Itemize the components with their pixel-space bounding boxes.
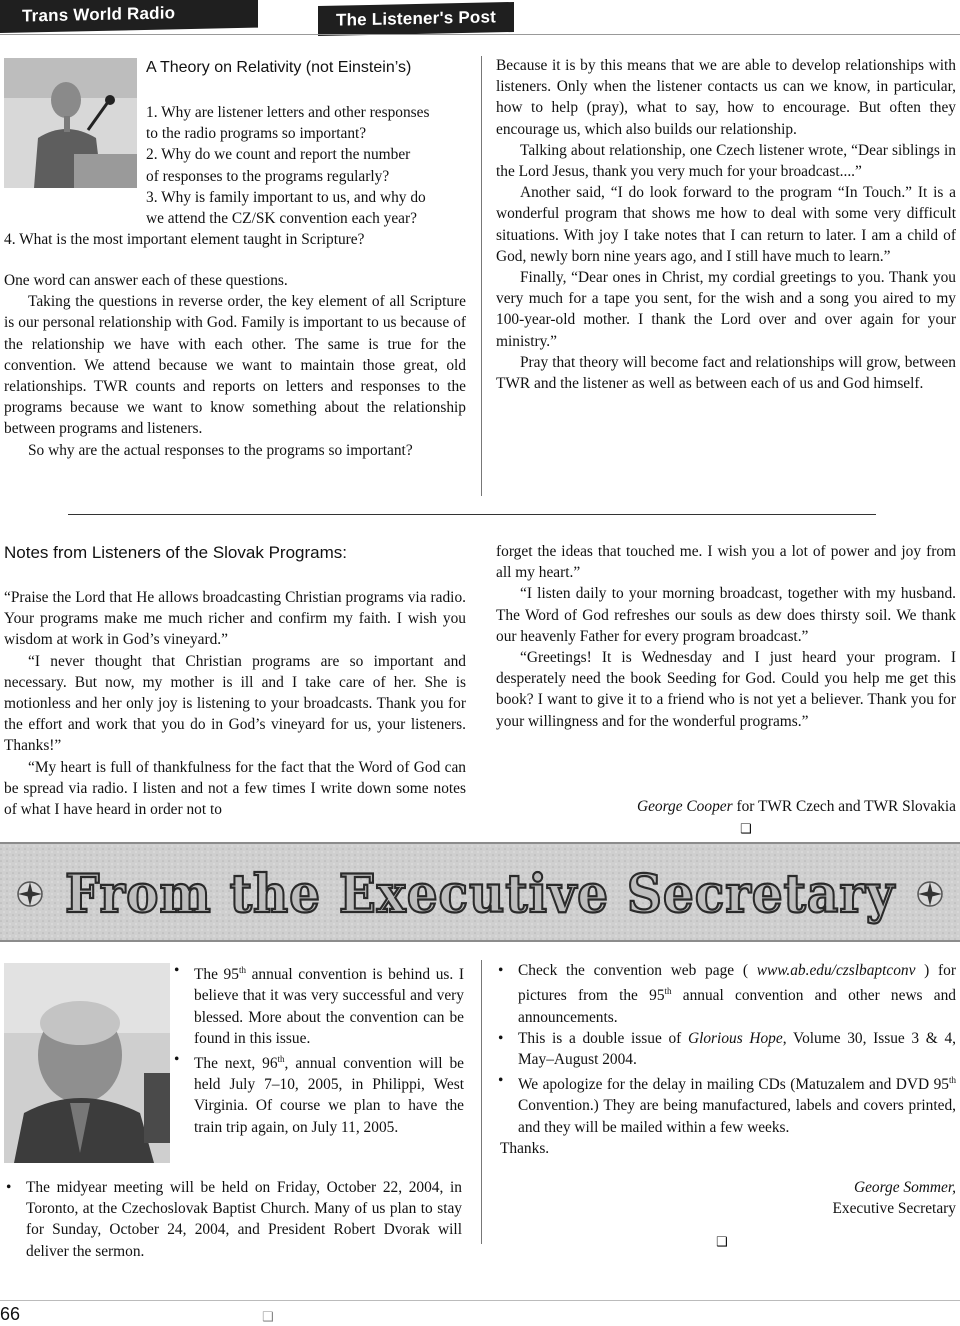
relativity-continued	[496, 55, 956, 394]
slovak-signature	[496, 796, 956, 817]
publisher-banner: Trans World Radio	[0, 0, 258, 33]
paragraph: Taking the questions in reverse order, the key element of all Scripture is our personal relationship with God. Family is important to us because of the relationship we have with each other. The same is true for the convention. We attend because we want to maintain those great, old relationships. TWR counts and reports on letters and responses to the programs because we want to know something about the relationship between programs and listeners.	[4, 293, 466, 438]
question-line: we attend the CZ/SK convention each year?	[146, 210, 417, 228]
speaker-photo	[4, 58, 137, 188]
executive-secretary-heading-art	[0, 842, 960, 942]
paragraph: Because it is by this means that we are able to develop relationships with listeners. Only when the listener contacts us can we know, in particular, how to help (pray), what to say, how to encourage. But often they encourage us, which also builds our relationship.	[496, 57, 956, 138]
slovak-continued	[496, 541, 956, 732]
signature-name: George Sommer,	[853, 1179, 956, 1196]
closing-thanks: Thanks.	[500, 1139, 550, 1157]
listener-quote: “Greetings! It is Wednesday and I just heard your program. I desperately need the book Seeding for God. Could you help me get this book? I want to give it to a friend who is not yet a believer. Thank you for your willingness and for the wonderful programs.”	[496, 649, 956, 730]
executive-secretary-photo	[4, 963, 170, 1163]
relativity-body	[4, 270, 466, 461]
signature-affiliation: for TWR Czech and TWR Slovakia	[732, 798, 956, 815]
speaker-photo-illustration	[4, 58, 137, 188]
compass-rose-icon	[18, 882, 42, 906]
question-list	[146, 102, 468, 229]
signature-title: Executive Secretary	[832, 1200, 956, 1218]
footer-mark: ❑	[262, 1310, 274, 1325]
exec-bullets-top	[172, 960, 464, 1138]
listener-quote: “Praise the Lord that He allows broadcasting Christian programs via radio. Your programs make me much richer and confirm my faith. I wish you wisdom at work in God’s vineyard.”	[4, 589, 466, 649]
bullet-glyph: •	[174, 962, 180, 979]
column-divider	[481, 960, 482, 1244]
header-rule	[0, 34, 960, 35]
announcement-item: • Check the convention web page ( www.ab.edu/czslbaptconv ) for pictures from the 95th annual convention and other news and announcements.	[498, 962, 956, 1026]
bullet-glyph: •	[6, 1179, 12, 1196]
section-divider	[68, 514, 876, 515]
listener-quote: “I never thought that Christian programs are so important and necessary. But now, my mother is ill and I take care of her. She is motionless and her only joy is listening to your broadcasts. Thank you for the effort and work that you do in God’s vineyard for us, your listeners. Thanks!”	[4, 652, 466, 755]
section-banner: The Listener's Post	[318, 2, 514, 36]
exec-signature	[496, 1177, 956, 1219]
question-line: 1. Why are listener letters and other responses	[146, 104, 430, 121]
listener-quote: “My heart is full of thankfulness for the fact that the Word of God can be spread via radio. I listen and not a few times I write down some notes of what I have heard in order not to	[4, 758, 466, 819]
listener-quote: “I listen daily to your morning broadcast, together with my husband. The Word of God refreshes our souls as dew does thirsty soil. We thank our heavenly Father for every program broadcast.”	[496, 585, 956, 645]
executive-secretary-title: From the Executive Secretary	[65, 864, 896, 925]
executive-secretary-banner	[0, 842, 960, 942]
question-line: 3. Why is family important to us, and why do	[146, 188, 426, 206]
paragraph: Talking about relationship, one Czech listener wrote, “Dear siblings in the Lord Jesus, thank you very much for your broadcast....”	[496, 141, 956, 181]
announcement-item: • This is a double issue of Glorious Hope, Volume 30, Issue 3 & 4, May–August 2004.	[498, 1029, 956, 1068]
slovak-section-title: Notes from Listeners of the Slovak Programs:	[4, 543, 347, 562]
paragraph: One word can answer each of these questions.	[4, 272, 288, 289]
column-divider	[481, 56, 482, 496]
question-line: 2. Why do we count and report the number	[146, 146, 411, 164]
page-number: 66	[0, 1304, 21, 1324]
signature-name: George Cooper	[636, 798, 733, 815]
paragraph: Pray that theory will become fact and relationships will grow, between TWR and the listener as well as between each of us and God himself.	[496, 353, 956, 393]
question-line: 4. What is the most important element taught in Scripture?	[4, 231, 365, 248]
announcement-item: • We apologize for the delay in mailing CDs (Matuzalem and DVD 95th Convention.) They are being manufactured, labels and covers printed, and they will be mailed within a few weeks.	[498, 1072, 956, 1136]
compass-rose-icon	[918, 882, 942, 906]
bullet-glyph: •	[498, 962, 504, 979]
announcement-item: • The next, 96th, annual convention will be held July 7–10, 2005, in Philippi, West Virginia. Of course we plan to have the train trip again, on July 11, 2005.	[174, 1050, 464, 1136]
question-line: of responses to the programs regularly?	[146, 167, 390, 185]
paragraph: So why are the actual responses to the programs so important?	[28, 441, 413, 459]
announcement-item: • The midyear meeting will be held on Friday, October 22, 2004, in Toronto, at the Czechoslovak Baptist Church. Many of us plan to stay for Sunday, October 24, 2004, and President Robert Dvorak will deliver the sermon.	[6, 1179, 462, 1260]
bullet-glyph: •	[174, 1050, 180, 1068]
end-of-article-mark: ❑	[716, 1235, 728, 1250]
footer-rule	[0, 1300, 960, 1301]
question-line: to the radio programs so important?	[146, 125, 367, 143]
paragraph: Finally, “Dear ones in Christ, my cordial greetings to you. Thank you very much for a tape you sent, for the wish and a song you aired to my 100-year-old mother. I thank the Lord over and over again for your ministry.”	[496, 269, 956, 350]
slovak-body	[4, 587, 466, 820]
executive-secretary-photo-illustration	[4, 963, 170, 1163]
paragraph: Another said, “I do look forward to the program “In Touch.” It is a wonderful program that shows me how to deal with some very difficult situations. With joy I take notes that I can return to later. I am a child of God, newly born nine years ago, and I still have much to learn.”	[496, 184, 956, 265]
convention-web-link[interactable]: www.ab.edu/czslbaptconv	[756, 962, 916, 979]
listener-quote: forget the ideas that touched me. I wish you a lot of power and joy from all my heart.”	[496, 543, 956, 582]
bullet-glyph: •	[498, 1072, 504, 1090]
exec-bullet-bottom	[4, 1177, 462, 1262]
bullet-glyph: •	[498, 1029, 504, 1047]
announcement-item: • The 95th annual convention is behind us. I believe that it was very successful and very blessed. More about the convention can be found in this issue.	[174, 962, 464, 1047]
exec-bullets-right	[496, 960, 956, 1159]
end-of-article-mark: ❑	[740, 822, 752, 837]
relativity-title: A Theory on Relativity (not Einstein’s)	[146, 59, 412, 76]
